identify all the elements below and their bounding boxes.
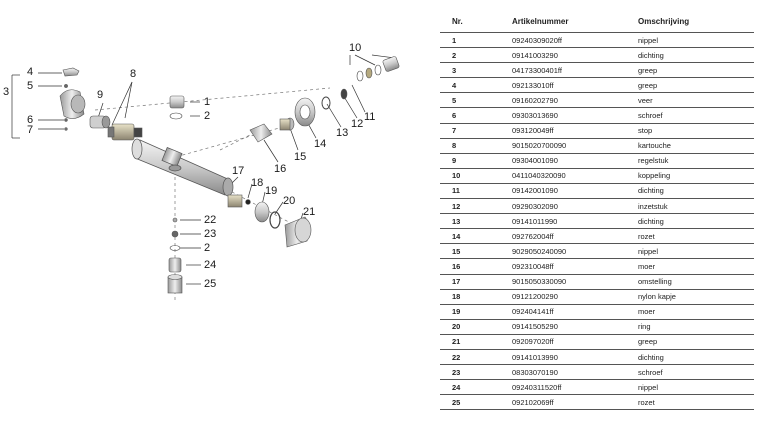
row-omschrijving: inzetstuk	[638, 199, 754, 214]
row-artikelnummer: 9015020700090	[512, 138, 638, 153]
row-artikelnummer: 09141003290	[512, 48, 638, 63]
table-row	[440, 214, 754, 229]
row-nr: 12	[440, 199, 512, 214]
callout-7: 7	[27, 124, 34, 136]
row-omschrijving: dichting	[638, 349, 754, 364]
table-row	[440, 274, 754, 289]
handle-parts	[60, 68, 85, 130]
row-omschrijving: ring	[638, 319, 754, 334]
callout-1: 1	[204, 96, 211, 108]
row-omschrijving: greep	[638, 78, 754, 93]
front-handle-parts	[228, 195, 311, 247]
row-artikelnummer: 092102069ff	[512, 395, 638, 410]
row-nr: 10	[440, 168, 512, 183]
row-nr: 24	[440, 380, 512, 395]
callout-21: 21	[303, 206, 316, 218]
callout-13: 13	[336, 127, 349, 139]
row-nr: 5	[440, 93, 512, 108]
row-nr: 8	[440, 138, 512, 153]
table-row	[440, 365, 754, 380]
row-artikelnummer: 09121200290	[512, 289, 638, 304]
row-nr: 17	[440, 274, 512, 289]
row-artikelnummer: 092310048ff	[512, 259, 638, 274]
row-omschrijving: kartouche	[638, 138, 754, 153]
row-artikelnummer: 09142001090	[512, 183, 638, 198]
callout-20: 20	[283, 195, 296, 207]
row-omschrijving: greep	[638, 63, 754, 78]
row-omschrijving: nippel	[638, 244, 754, 259]
row-nr: 7	[440, 123, 512, 138]
table-row	[440, 93, 754, 108]
row-nr: 6	[440, 108, 512, 123]
row-nr: 25	[440, 395, 512, 410]
table-row	[440, 63, 754, 78]
callout-8: 8	[130, 68, 137, 80]
table-row	[440, 48, 754, 63]
nippel-top	[170, 96, 184, 119]
callout-24: 24	[204, 259, 217, 271]
row-omschrijving: veer	[638, 93, 754, 108]
row-omschrijving: dichting	[638, 214, 754, 229]
row-omschrijving: omstelling	[638, 274, 754, 289]
callout-10: 10	[349, 42, 362, 54]
parts-list	[440, 10, 754, 410]
row-nr: 21	[440, 334, 512, 349]
table-row	[440, 153, 754, 168]
row-artikelnummer: 9029050240090	[512, 244, 638, 259]
row-artikelnummer: 09160202790	[512, 93, 638, 108]
row-artikelnummer: 09141013990	[512, 349, 638, 364]
table-row	[440, 138, 754, 153]
regelstuk-part	[90, 116, 110, 128]
row-nr: 23	[440, 365, 512, 380]
row-nr: 4	[440, 78, 512, 93]
callout-4: 4	[27, 66, 34, 78]
parts-table-header	[440, 10, 754, 33]
right-connection-parts	[250, 56, 400, 142]
row-omschrijving: regelstuk	[638, 153, 754, 168]
row-omschrijving: rozet	[638, 229, 754, 244]
row-omschrijving: nylon kapje	[638, 289, 754, 304]
row-artikelnummer: 092097020ff	[512, 334, 638, 349]
row-artikelnummer: 093120049ff	[512, 123, 638, 138]
row-artikelnummer: 092404141ff	[512, 304, 638, 319]
row-nr: 18	[440, 289, 512, 304]
parts-table	[440, 10, 754, 410]
table-row	[440, 199, 754, 214]
table-row	[440, 259, 754, 274]
table-row	[440, 334, 754, 349]
row-artikelnummer: 09290302090	[512, 199, 638, 214]
row-artikelnummer: 09304001090	[512, 153, 638, 168]
row-artikelnummer: 09141505290	[512, 319, 638, 334]
row-artikelnummer: 092133010ff	[512, 78, 638, 93]
table-row	[440, 108, 754, 123]
row-nr: 13	[440, 214, 512, 229]
table-row	[440, 78, 754, 93]
row-omschrijving: stop	[638, 123, 754, 138]
row-nr: 14	[440, 229, 512, 244]
callout-11: 11	[364, 111, 376, 123]
table-row	[440, 289, 754, 304]
table-row	[440, 33, 754, 48]
row-omschrijving: nippel	[638, 33, 754, 48]
table-row	[440, 319, 754, 334]
row-nr: 9	[440, 153, 512, 168]
row-artikelnummer: 092762004ff	[512, 229, 638, 244]
row-artikelnummer: 0411040320090	[512, 168, 638, 183]
callout-12: 12	[351, 118, 364, 130]
callout-22: 22	[204, 214, 217, 226]
row-nr: 15	[440, 244, 512, 259]
row-omschrijving: greep	[638, 334, 754, 349]
valve-body	[132, 139, 233, 196]
row-artikelnummer: 09141011990	[512, 214, 638, 229]
table-row	[440, 183, 754, 198]
table-row	[440, 123, 754, 138]
row-omschrijving: moer	[638, 259, 754, 274]
callout-9: 9	[97, 89, 104, 101]
callout-3: 3	[3, 86, 10, 98]
row-nr: 19	[440, 304, 512, 319]
cartridge-part	[108, 124, 142, 140]
table-row	[440, 168, 754, 183]
row-nr: 1	[440, 33, 512, 48]
row-nr: 20	[440, 319, 512, 334]
row-omschrijving: koppeling	[638, 168, 754, 183]
row-omschrijving: schroef	[638, 108, 754, 123]
callout-2: 2	[204, 110, 211, 122]
row-artikelnummer: 09240311520ff	[512, 380, 638, 395]
row-artikelnummer: 09303013690	[512, 108, 638, 123]
row-omschrijving: moer	[638, 304, 754, 319]
header-nr: Nr.	[452, 16, 463, 26]
row-artikelnummer: 04173300401ff	[512, 63, 638, 78]
callout-6: 6	[27, 114, 34, 126]
row-omschrijving: dichting	[638, 183, 754, 198]
callout-15: 15	[294, 151, 307, 163]
callout-16: 16	[274, 163, 287, 175]
callout-25: 25	[204, 278, 217, 290]
callout-17: 17	[232, 165, 245, 177]
callout-19: 19	[265, 185, 278, 197]
callout-23: 23	[204, 228, 217, 240]
table-row	[440, 395, 754, 410]
header-omschrijving: Omschrijving	[638, 16, 690, 26]
row-omschrijving: rozet	[638, 395, 754, 410]
callout-18: 18	[251, 177, 264, 189]
table-row	[440, 244, 754, 259]
row-omschrijving: dichting	[638, 48, 754, 63]
header-artikelnummer: Artikelnummer	[512, 16, 569, 26]
row-nr: 2	[440, 48, 512, 63]
row-omschrijving: schroef	[638, 365, 754, 380]
callout-5: 5	[27, 80, 34, 92]
table-row	[440, 380, 754, 395]
table-row	[440, 229, 754, 244]
table-row	[440, 349, 754, 364]
row-artikelnummer: 09240309020ff	[512, 33, 638, 48]
row-nr: 11	[440, 183, 512, 198]
row-nr: 3	[440, 63, 512, 78]
row-omschrijving: nippel	[638, 380, 754, 395]
callout-14: 14	[314, 138, 327, 150]
row-artikelnummer: 08303070190	[512, 365, 638, 380]
row-nr: 22	[440, 349, 512, 364]
row-nr: 16	[440, 259, 512, 274]
callout-2-bottom: 2	[204, 242, 211, 254]
table-row	[440, 304, 754, 319]
row-artikelnummer: 9015050330090	[512, 274, 638, 289]
